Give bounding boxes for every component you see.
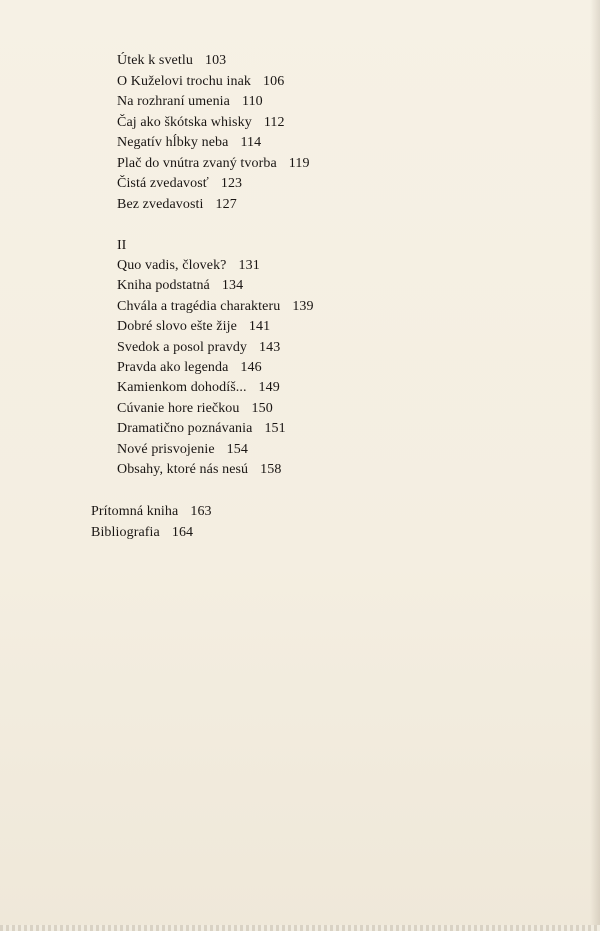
toc-entry (117, 277, 243, 295)
toc-entry-page: 114 (240, 135, 262, 150)
toc-entry-page: 164 (171, 525, 194, 540)
toc-entry-page: 149 (258, 380, 280, 395)
toc-entry-title: Čaj ako škótska whisky (117, 115, 252, 130)
toc-entry-title: Čistá zvedavosť (117, 176, 209, 191)
toc-entry-page: 110 (241, 94, 263, 109)
toc-entry (117, 318, 270, 336)
section-heading: II (117, 238, 127, 253)
toc-entry-title: Negatív hĺbky neba (117, 135, 229, 150)
toc-entry-title: Kamienkom dohodíš... (117, 380, 247, 395)
toc-entry-page: 146 (240, 360, 262, 375)
toc-entry (117, 134, 261, 152)
toc-entry (117, 441, 248, 459)
toc-entry-title: Quo vadis, človek? (117, 258, 227, 273)
toc-entry (117, 298, 314, 316)
toc-entry-page: 141 (248, 319, 271, 334)
toc-entry (117, 52, 226, 70)
toc-entry (117, 73, 284, 91)
toc-entry-title: Chvála a tragédia charakteru (117, 299, 281, 314)
toc-entry (117, 257, 260, 275)
toc-entry (117, 379, 280, 397)
toc-entry-page: 163 (190, 504, 212, 519)
toc-entry-title: Dobré slovo ešte žije (117, 319, 237, 334)
toc-entry (117, 175, 242, 193)
toc-entry (117, 339, 280, 357)
toc-entry-title: Prítomná kniha (91, 504, 179, 519)
toc-entry-title: Dramatično poznávania (117, 421, 253, 436)
toc-entry-title: Bez zvedavosti (117, 197, 204, 212)
toc-entry-title: Na rozhraní umenia (117, 94, 230, 109)
toc-entry (117, 400, 273, 418)
toc-entry-title: Nové prisvojenie (117, 442, 215, 457)
toc-entry-title: Bibliografia (91, 525, 160, 540)
toc-entry-page: 150 (251, 401, 273, 416)
toc-entry-page: 106 (263, 74, 285, 89)
toc-entry (117, 93, 263, 111)
toc-entry (117, 461, 281, 479)
toc-entry-title: Kniha podstatná (117, 278, 210, 293)
toc-entry (117, 359, 262, 377)
toc-entry-page: 123 (220, 176, 243, 191)
toc-entry-title: Cúvanie hore riečkou (117, 401, 240, 416)
toc-entry-page: 134 (221, 278, 244, 293)
toc-entry-page: 103 (204, 53, 227, 68)
toc-entry-title: Obsahy, ktoré nás nesú (117, 462, 249, 477)
toc-entry (91, 503, 212, 521)
toc-entry-title: Útek k svetlu (117, 53, 193, 68)
toc-entry (91, 524, 193, 542)
toc-entry-title: O Kuželovi trochu inak (117, 74, 251, 89)
toc-entry-page: 139 (292, 299, 314, 314)
toc-entry-title: Svedok a posol pravdy (117, 340, 248, 355)
toc-entry-page: 127 (215, 197, 237, 212)
toc-entry-page: 158 (260, 462, 282, 477)
toc-entry (117, 114, 285, 132)
toc-entry-title: Plač do vnútra zvaný tvorba (117, 156, 277, 171)
toc-entry-page: 119 (288, 156, 310, 171)
toc-entry-page: 151 (264, 421, 286, 436)
toc-entry-title: Pravda ako legenda (117, 360, 229, 375)
toc-entry-page: 112 (263, 115, 285, 130)
toc-entry-page: 131 (238, 258, 260, 273)
toc-entry (117, 196, 237, 214)
toc-entry (117, 155, 310, 173)
toc-entry-page: 154 (226, 442, 248, 457)
toc-entry (117, 420, 286, 438)
toc-entry-page: 143 (259, 340, 281, 355)
